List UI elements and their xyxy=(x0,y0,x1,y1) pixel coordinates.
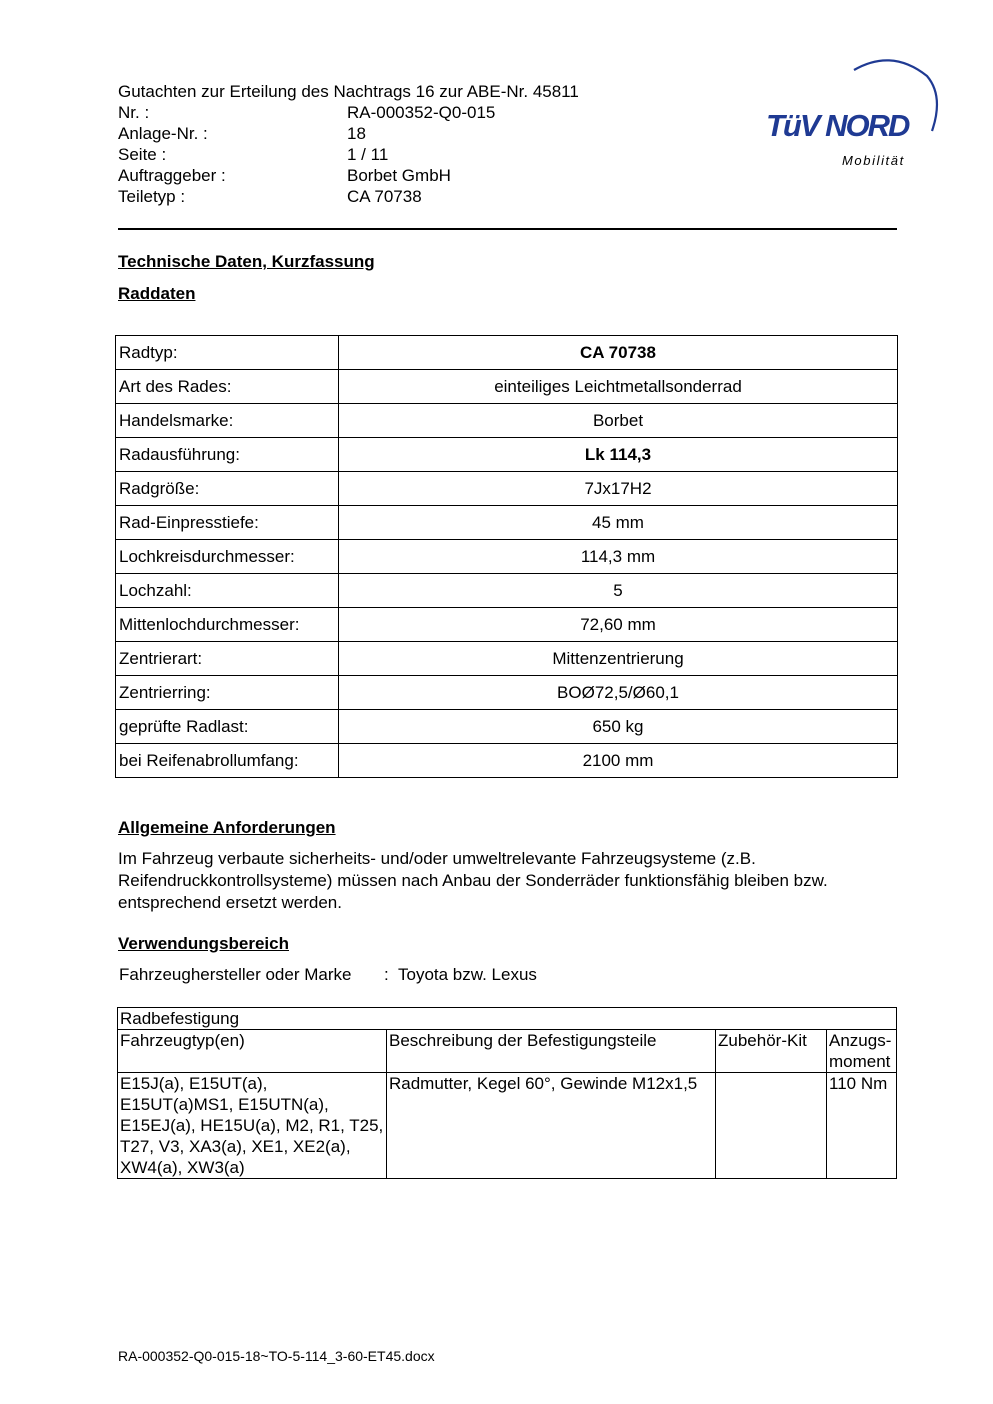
raddaten-table xyxy=(115,335,898,778)
table-row xyxy=(116,744,898,778)
header-label: Teiletyp : xyxy=(118,187,186,206)
table-caption-row xyxy=(118,1008,897,1030)
row-label: Zentrierring: xyxy=(116,676,339,710)
row-value: 650 kg xyxy=(339,710,898,744)
col-header-beschreibung: Beschreibung der Befestigungsteile xyxy=(387,1030,716,1073)
col-header-zubehoer: Zubehör-Kit xyxy=(716,1030,827,1073)
header-row-auftraggeber xyxy=(118,165,451,186)
row-label: Lochkreisdurchmesser: xyxy=(116,540,339,574)
header-row-teiletyp xyxy=(118,186,422,207)
row-label: bei Reifenabrollumfang: xyxy=(116,744,339,778)
footer-filename: RA-000352-Q0-015-18~TO-5-114_3-60-ET45.docx xyxy=(118,1348,435,1364)
tuev-nord-logo xyxy=(762,56,942,171)
row-label: Mittenlochdurchmesser: xyxy=(116,608,339,642)
row-value: Mittenzentrierung xyxy=(339,642,898,676)
document-title: Gutachten zur Erteilung des Nachtrags 16 zur ABE-Nr. 45811 xyxy=(118,82,579,101)
header-row-anlage xyxy=(118,123,366,144)
radbefestigung-table xyxy=(117,1007,897,1179)
table-row xyxy=(116,472,898,506)
row-label: Radausführung: xyxy=(116,438,339,472)
logo-sub: Mobilität xyxy=(842,153,905,168)
row-value: Borbet xyxy=(339,404,898,438)
row-value: einteiliges Leichtmetallsonderrad xyxy=(339,370,898,404)
cell-zubehoer-kit xyxy=(716,1073,827,1179)
col-header-fahrzeugtyp: Fahrzeugtyp(en) xyxy=(118,1030,387,1073)
table-row xyxy=(116,642,898,676)
row-value: Lk 114,3 xyxy=(339,438,898,472)
hersteller-line xyxy=(119,965,537,985)
row-value: CA 70738 xyxy=(339,336,898,370)
header-row-seite xyxy=(118,144,389,165)
table-row xyxy=(116,404,898,438)
allgemein-title: Allgemeine Anforderungen xyxy=(118,818,336,837)
table-row xyxy=(116,438,898,472)
row-label: Handelsmarke: xyxy=(116,404,339,438)
section-subtitle: Raddaten xyxy=(118,284,196,303)
header-value: 1 / 11 xyxy=(347,145,389,164)
row-value: 114,3 mm xyxy=(339,540,898,574)
hersteller-sep: : xyxy=(384,965,389,984)
cell-beschreibung: Radmutter, Kegel 60°, Gewinde M12x1,5 xyxy=(387,1073,716,1179)
table-row xyxy=(116,506,898,540)
header-value: RA-000352-Q0-015 xyxy=(347,103,496,122)
cell-anzugsmoment: 110 Nm xyxy=(827,1073,897,1179)
row-label: Rad-Einpresstiefe: xyxy=(116,506,339,540)
row-value: 45 mm xyxy=(339,506,898,540)
row-label: Radtyp: xyxy=(116,336,339,370)
header-label: Nr. : xyxy=(118,103,150,122)
table-row xyxy=(116,676,898,710)
header-divider xyxy=(118,228,897,230)
row-label: Lochzahl: xyxy=(116,574,339,608)
row-value: 7Jx17H2 xyxy=(339,472,898,506)
header-label: Anlage-Nr. : xyxy=(118,124,208,143)
row-label: Radgröße: xyxy=(116,472,339,506)
table-row xyxy=(116,370,898,404)
table-row xyxy=(116,574,898,608)
table-header-row xyxy=(118,1030,897,1073)
header-row-nr xyxy=(118,102,496,123)
hersteller-label: Fahrzeughersteller oder Marke xyxy=(119,965,352,984)
header-value: CA 70738 xyxy=(347,187,422,206)
allgemein-text: Im Fahrzeug verbaute sicherheits- und/oder umweltrelevante Fahrzeugsysteme (z.B. Reifendruckkontrollsysteme) müssen nach Anbau der Sonderräder funktionsfähig bleiben bzw. entsprechend ersetzt werden. xyxy=(118,849,828,912)
verwendung-title: Verwendungsbereich xyxy=(118,934,289,953)
row-label: Art des Rades: xyxy=(116,370,339,404)
row-value: 2100 mm xyxy=(339,744,898,778)
table-row xyxy=(116,608,898,642)
section-title: Technische Daten, Kurzfassung xyxy=(118,252,375,271)
row-value: 72,60 mm xyxy=(339,608,898,642)
cell-fahrzeugtypen: E15J(a), E15UT(a), E15UT(a)MS1, E15UTN(a), E15EJ(a), HE15U(a), M2, R1, T25, T27, V3, XA3(a), XE1, XE2(a), XW4(a), XW3(a) xyxy=(118,1073,387,1179)
col-header-anzugsmoment: Anzugs- moment xyxy=(827,1030,897,1073)
row-label: Zentrierart: xyxy=(116,642,339,676)
hersteller-value: Toyota bzw. Lexus xyxy=(398,965,537,984)
table-caption: Radbefestigung xyxy=(118,1008,897,1030)
row-label: geprüfte Radlast: xyxy=(116,710,339,744)
row-value: 5 xyxy=(339,574,898,608)
header-label: Seite : xyxy=(118,145,167,164)
table-row xyxy=(116,540,898,574)
table-row xyxy=(118,1073,897,1179)
logo-brand: TüV NORD xyxy=(766,108,909,143)
header-value: 18 xyxy=(347,124,366,143)
row-value: BOØ72,5/Ø60,1 xyxy=(339,676,898,710)
header-label: Auftraggeber : xyxy=(118,166,226,185)
header-value: Borbet GmbH xyxy=(347,166,451,185)
table-row xyxy=(116,336,898,370)
table-row xyxy=(116,710,898,744)
